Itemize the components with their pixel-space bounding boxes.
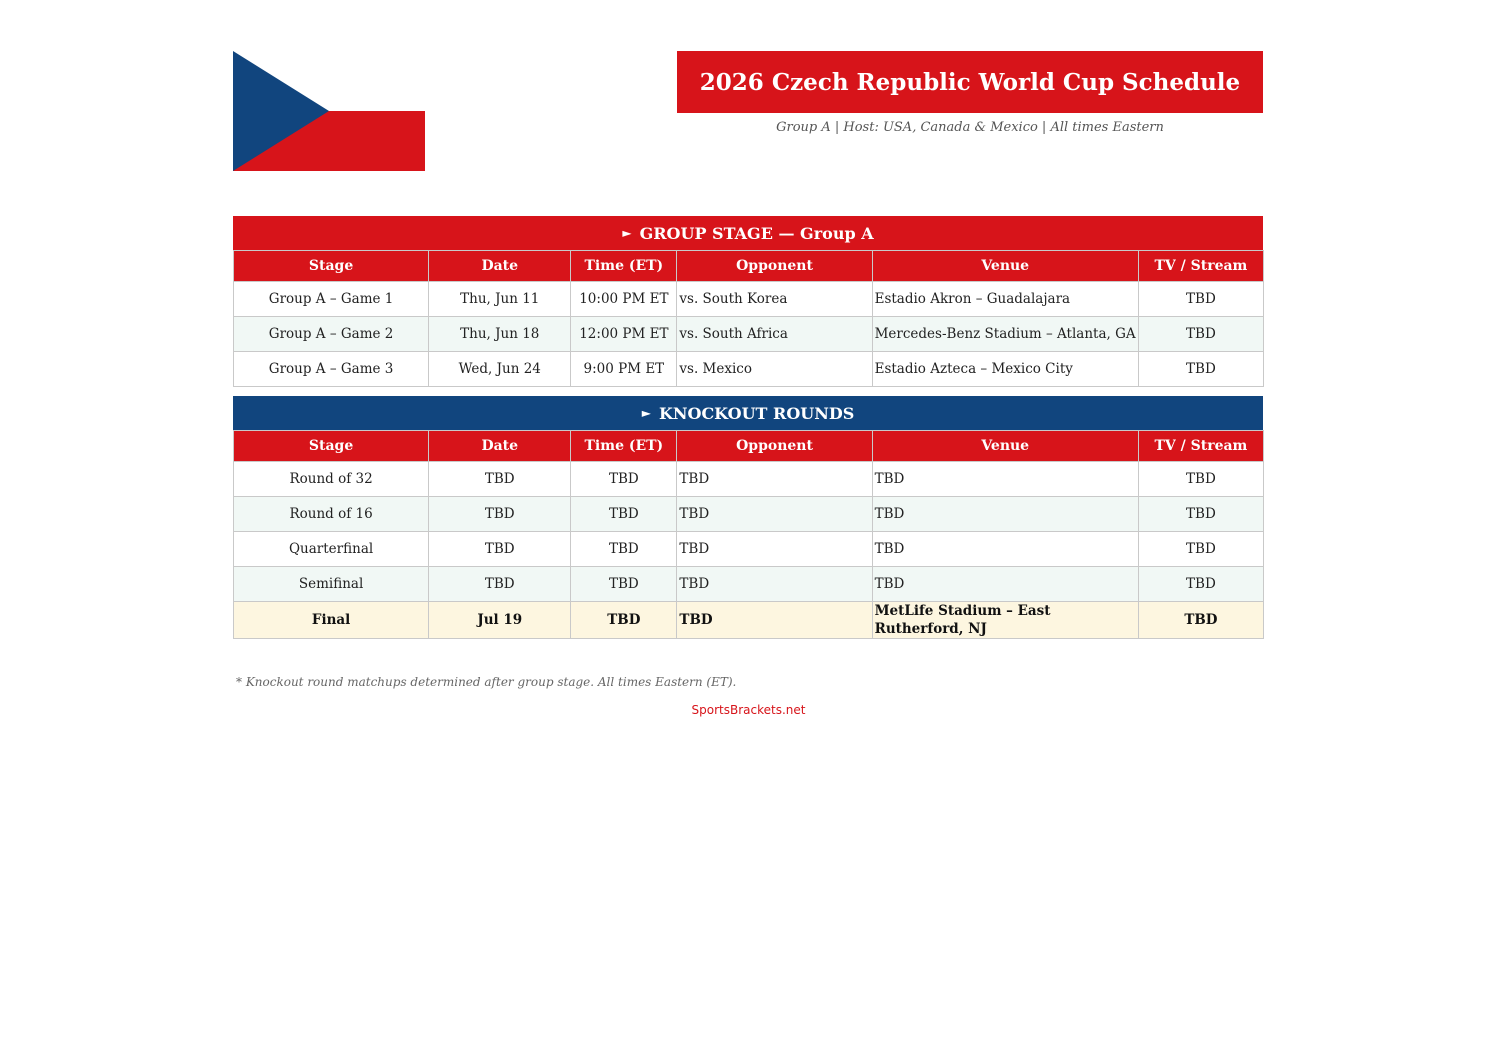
final-row xyxy=(234,602,1264,639)
date-cell: TBD xyxy=(429,497,571,532)
table-header-row xyxy=(234,431,1264,462)
table-row xyxy=(234,352,1264,387)
date-cell: TBD xyxy=(429,532,571,567)
col-date-header: Date xyxy=(429,251,571,282)
col-venue-header: Venue xyxy=(872,431,1138,462)
opponent-cell: TBD xyxy=(677,462,872,497)
date-cell: TBD xyxy=(429,462,571,497)
col-stage-header: Stage xyxy=(234,431,429,462)
footnote: * Knockout round matchups determined after group stage. All times Eastern (ET). xyxy=(236,675,737,689)
site-link[interactable]: SportsBrackets.net xyxy=(691,703,806,717)
time-cell: TBD xyxy=(571,497,677,532)
group-stage-table xyxy=(233,250,1264,387)
col-stage-header: Stage xyxy=(234,251,429,282)
opponent-cell: TBD xyxy=(677,567,872,602)
date-cell: Jul 19 xyxy=(429,602,571,639)
table-row xyxy=(234,317,1264,352)
play-triangle-icon: ► xyxy=(622,226,632,240)
time-cell: 12:00 PM ET xyxy=(571,317,677,352)
stage-cell: Final xyxy=(234,602,429,639)
tv-cell: TBD xyxy=(1138,462,1263,497)
page-title: 2026 Czech Republic World Cup Schedule xyxy=(677,51,1263,113)
date-cell: Thu, Jun 18 xyxy=(429,317,571,352)
table-row xyxy=(234,567,1264,602)
stage-cell: Semifinal xyxy=(234,567,429,602)
col-opponent-header: Opponent xyxy=(677,251,872,282)
table-header-row xyxy=(234,251,1264,282)
time-cell: TBD xyxy=(571,567,677,602)
stage-cell: Round of 32 xyxy=(234,462,429,497)
tv-cell: TBD xyxy=(1138,282,1263,317)
opponent-cell: TBD xyxy=(677,532,872,567)
col-time-header: Time (ET) xyxy=(571,431,677,462)
time-cell: 10:00 PM ET xyxy=(571,282,677,317)
group-stage-heading-label: GROUP STAGE — Group A xyxy=(639,223,874,243)
time-cell: 9:00 PM ET xyxy=(571,352,677,387)
knockout-table xyxy=(233,430,1264,639)
opponent-cell: TBD xyxy=(677,497,872,532)
date-cell: Thu, Jun 11 xyxy=(429,282,571,317)
date-cell: TBD xyxy=(429,567,571,602)
table-row xyxy=(234,497,1264,532)
venue-cell: TBD xyxy=(872,567,1138,602)
col-opponent-header: Opponent xyxy=(677,431,872,462)
czech-flag-icon xyxy=(233,51,425,171)
opponent-cell: vs. South Korea xyxy=(677,282,872,317)
table-row xyxy=(234,462,1264,497)
venue-cell: Mercedes-Benz Stadium – Atlanta, GA xyxy=(872,317,1138,352)
venue-cell: MetLife Stadium – East Rutherford, NJ xyxy=(872,602,1138,639)
table-row xyxy=(234,532,1264,567)
time-cell: TBD xyxy=(571,462,677,497)
opponent-cell: vs. South Africa xyxy=(677,317,872,352)
table-row xyxy=(234,282,1264,317)
tv-cell: TBD xyxy=(1138,602,1263,639)
tv-cell: TBD xyxy=(1138,317,1263,352)
tv-cell: TBD xyxy=(1138,567,1263,602)
opponent-cell: TBD xyxy=(677,602,872,639)
knockout-heading-label: KNOCKOUT ROUNDS xyxy=(658,403,855,423)
group-stage-heading xyxy=(233,216,1263,250)
col-date-header: Date xyxy=(429,431,571,462)
page-subtitle: Group A | Host: USA, Canada & Mexico | All times Eastern xyxy=(776,120,1164,135)
knockout-heading xyxy=(233,396,1263,430)
col-time-header: Time (ET) xyxy=(571,251,677,282)
venue-cell: TBD xyxy=(872,497,1138,532)
col-tv-header: TV / Stream xyxy=(1138,251,1263,282)
tv-cell: TBD xyxy=(1138,352,1263,387)
time-cell: TBD xyxy=(571,532,677,567)
col-venue-header: Venue xyxy=(872,251,1138,282)
stage-cell: Quarterfinal xyxy=(234,532,429,567)
col-tv-header: TV / Stream xyxy=(1138,431,1263,462)
time-cell: TBD xyxy=(571,602,677,639)
opponent-cell: vs. Mexico xyxy=(677,352,872,387)
venue-cell: Estadio Azteca – Mexico City xyxy=(872,352,1138,387)
stage-cell: Group A – Game 2 xyxy=(234,317,429,352)
venue-cell: Estadio Akron – Guadalajara xyxy=(872,282,1138,317)
venue-cell: TBD xyxy=(872,532,1138,567)
tv-cell: TBD xyxy=(1138,497,1263,532)
stage-cell: Group A – Game 1 xyxy=(234,282,429,317)
play-triangle-icon: ► xyxy=(641,406,651,420)
date-cell: Wed, Jun 24 xyxy=(429,352,571,387)
stage-cell: Round of 16 xyxy=(234,497,429,532)
tv-cell: TBD xyxy=(1138,532,1263,567)
venue-cell: TBD xyxy=(872,462,1138,497)
stage-cell: Group A – Game 3 xyxy=(234,352,429,387)
